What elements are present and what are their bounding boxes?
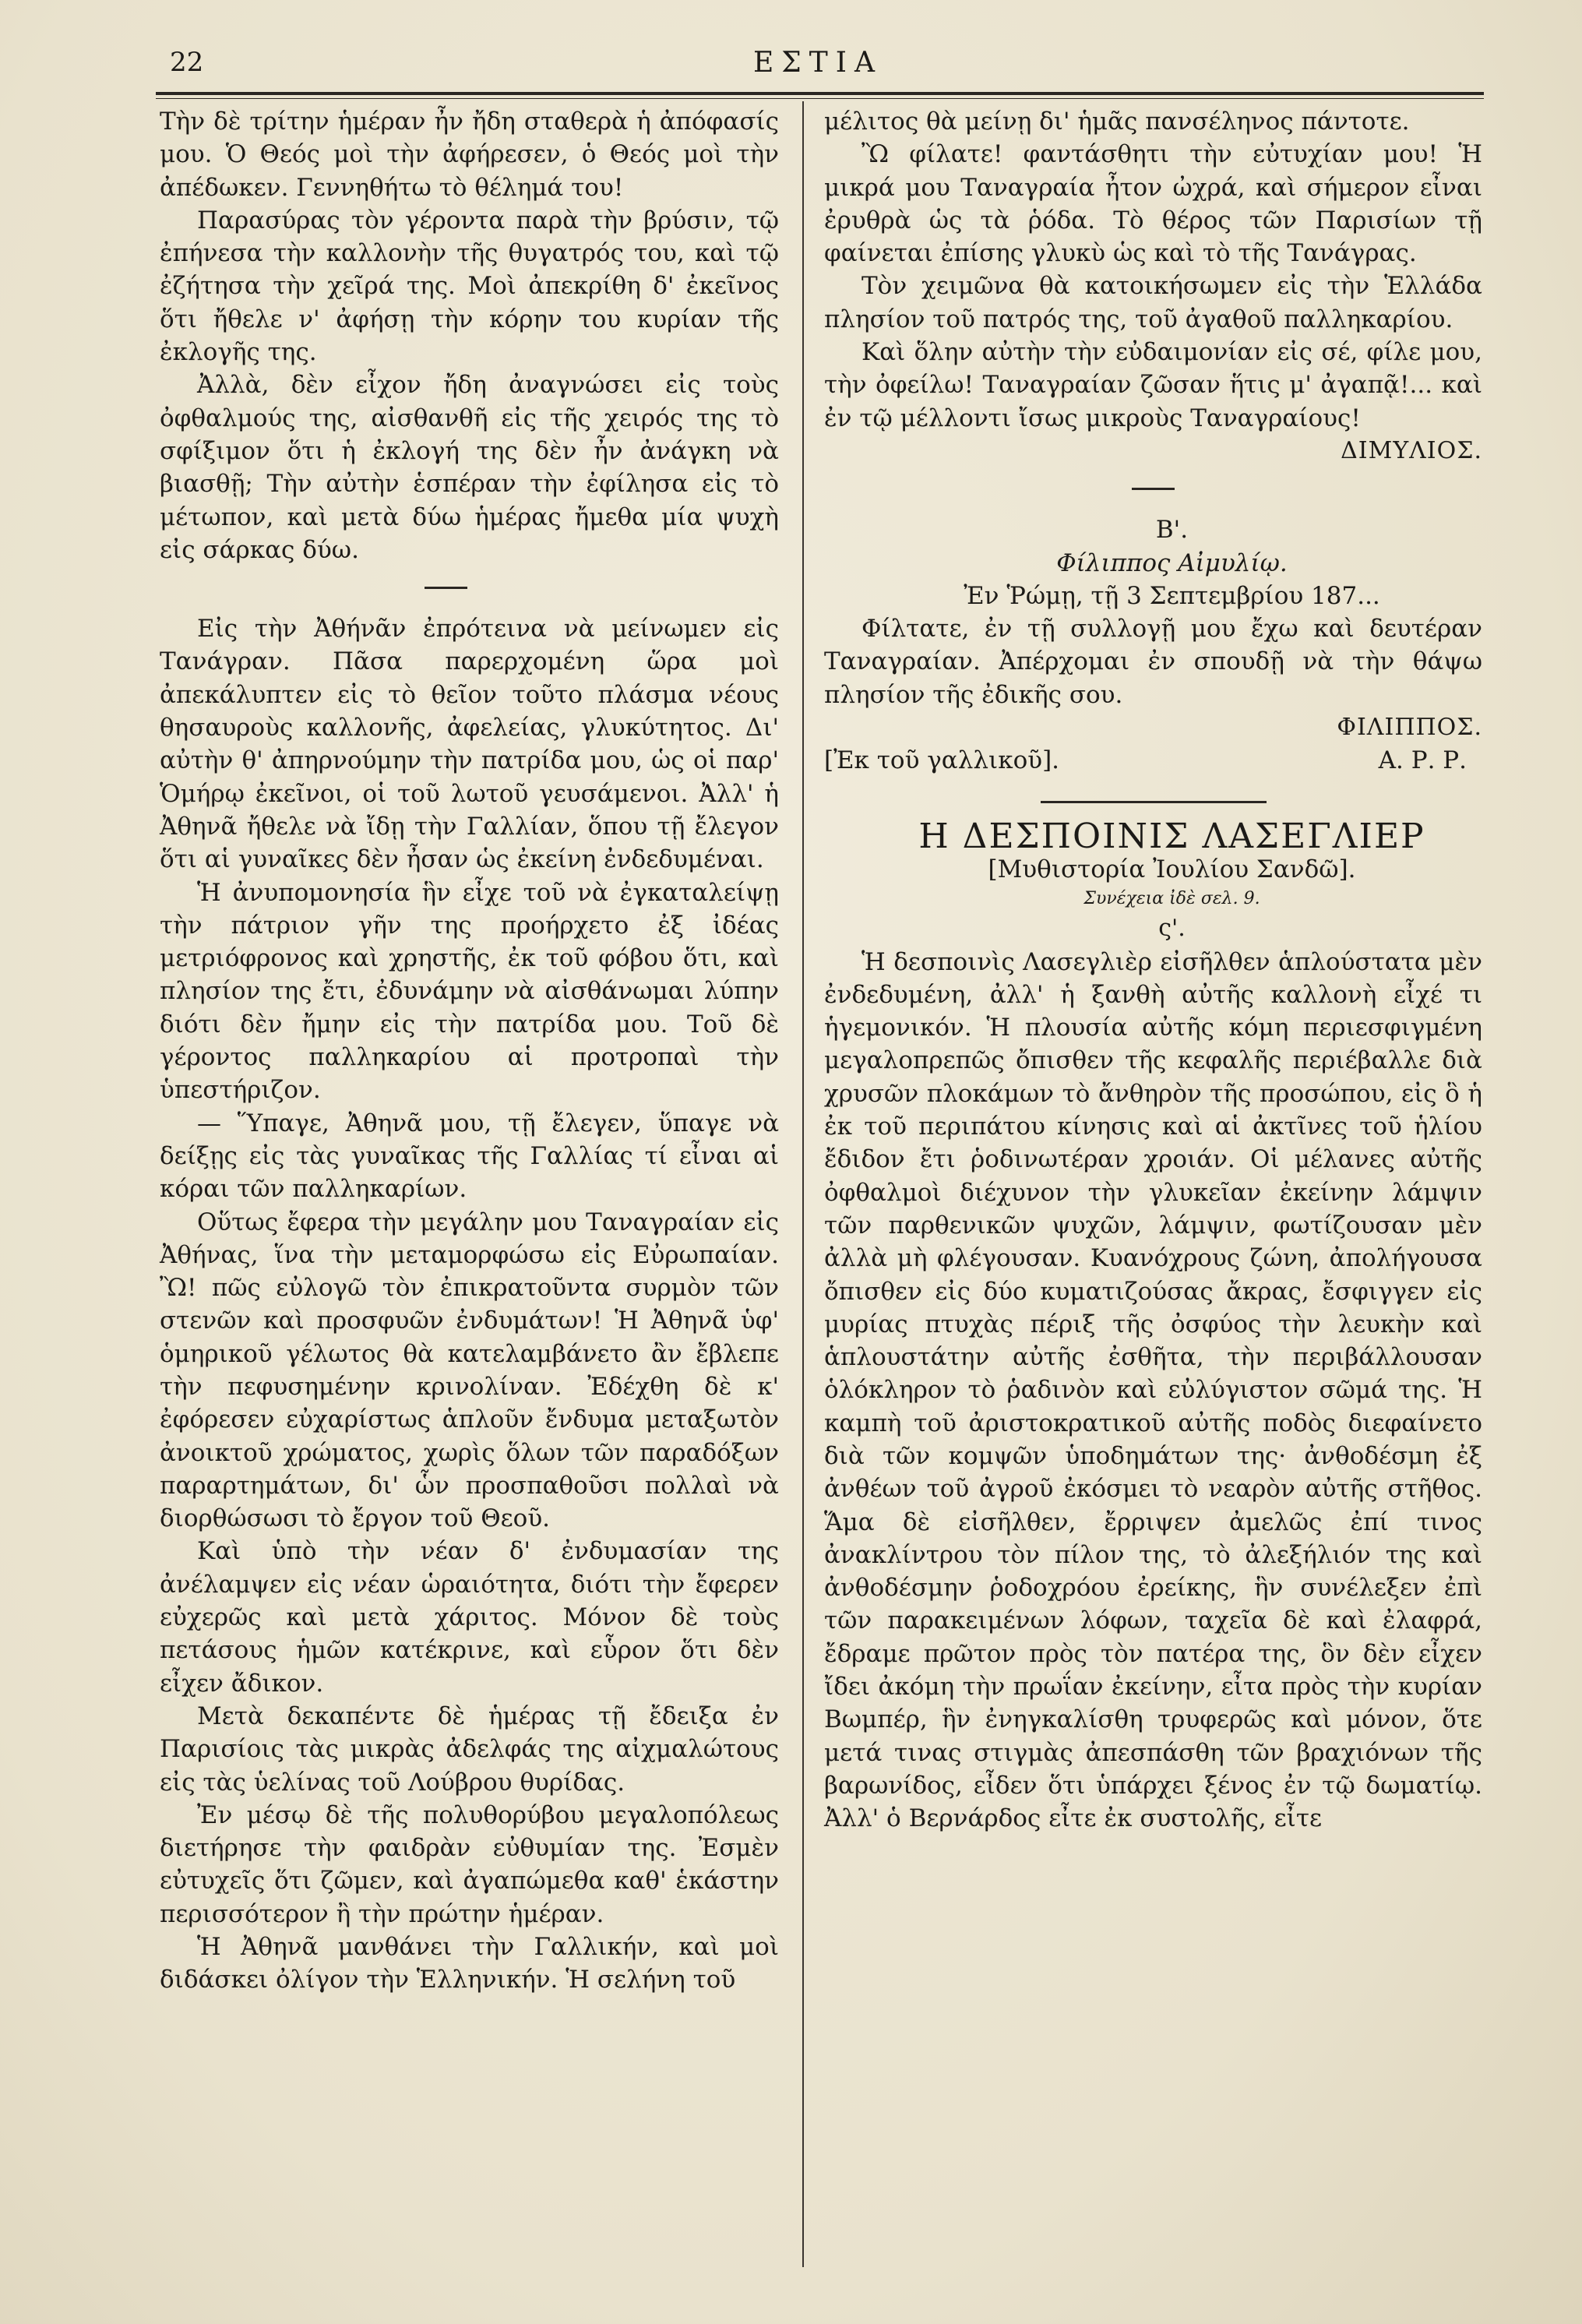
signature: ΔΙΜΥΛΙΟΣ.: [1341, 436, 1482, 464]
paragraph: Καὶ ὑπὸ τὴν νέαν δ' ἐνδυμασίαν της ἀνέλαμψεν εἰς νέαν ὡραιότητα, διότι τὴν ἔφερεν εὐχερῶς καὶ μετὰ χάριτος. Μόνον δὲ τοὺς πετάσους ἡμῶν κατέκρινε, καὶ εὗρον ὅτι δὲν εἶχεν ἄδικον.: [160, 1537, 779, 1698]
letter-addressee: Φίλιππος Αἰμυλίῳ.: [1056, 548, 1288, 577]
column-divider: [802, 101, 804, 2267]
section-separator: [425, 587, 467, 589]
paragraph: — Ὕπαγε, Ἀθηνᾶ μου, τῇ ἔλεγεν, ὕπαγε νὰ δείξῃς εἰς τὰς γυναῖκας τῆς Γαλλίας τί εἶναι αἱ κόραι τῶν παλληκαρίων.: [160, 1109, 779, 1204]
paragraph: Τὸν χειμῶνα θὰ κατοικήσωμεν εἰς τὴν Ἑλλάδα πλησίον τοῦ πατρός της, τοῦ ἀγαθοῦ παλληκαρίου.: [824, 272, 1482, 333]
story-separator: [1041, 801, 1267, 803]
paragraph: μέλιτος θὰ μείνῃ δι' ἡμᾶς πανσέληνος πάντοτε.: [824, 108, 1410, 136]
paragraph: Μετὰ δεκαπέντε δὲ ἡμέρας τῇ ἔδειξα ἐν Παρισίοις τὰς μικρὰς ἀδελφάς της αἰχμαλώτους εἰς τὰς ὑελίνας τοῦ Λούβρου θυρίδας.: [160, 1702, 779, 1797]
right-column: [824, 105, 1482, 1836]
translator-initials: Α. Ρ. Ρ.: [1378, 746, 1467, 775]
paragraph: Ὢ φίλατε! φαντάσθητι τὴν εὐτυχίαν μου! Ἡ μικρά μου Ταναγραία ἦτον ὠχρά, καὶ σήμερον εἶναι ἐρυθρὰ ὡς τὰ ῥόδα. Τὸ θέρος τῶν Παρισίων τῇ φαίνεται ἐπίσης γλυκὺ ὡς καὶ τὸ τῆς Τανάγρας.: [824, 140, 1482, 268]
paragraph: Ἡ Ἀθηνᾶ μανθάνει τὴν Γαλλικήν, καὶ μοὶ διδάσκει ὀλίγον τὴν Ἑλληνικήν. Ἡ σελήνη τοῦ: [160, 1933, 779, 1994]
story-subtitle: [Μυθιστορία Ἰουλίου Σανδῶ].: [988, 855, 1356, 883]
paragraph: Τὴν δὲ τρίτην ἡμέραν ἦν ἤδη σταθερὰ ἡ ἀπόφασίς μου. Ὁ Θεός μοὶ τὴν ἀφήρεσεν, ὁ Θεός μοὶ τὴν ἀπέδωκεν. Γεννηθήτω τὸ θέλημά του!: [160, 108, 779, 202]
left-column: [160, 105, 779, 1997]
paragraph: Φίλτατε, ἐν τῇ συλλογῇ μου ἔχω καὶ δευτέραν Ταναγραίαν. Ἀπέρχομαι ἐν σπουδῇ νὰ τὴν θάψω πλησίον τῆς ἐδικῆς σου.: [824, 615, 1482, 709]
header-rule-thin: [156, 98, 1484, 99]
header-rule: [156, 92, 1484, 95]
page-header: [156, 47, 1480, 93]
paragraph: Ἀλλὰ, δὲν εἶχον ἤδη ἀναγνώσει εἰς τοὺς ὀφθαλμούς της, αἰσθανθῆ εἰς τῆς χειρός της τὸ σφίξιμον ὅτι ἡ ἐκλογή της δὲν ἦν ἀνάγκη νὰ βιασθῇ; Τὴν αὐτὴν ἑσπέραν τὴν ἐφίλησα εἰς τὸ μέτωπον, καὶ μετὰ δύω ἡμέρας ἤμεθα μία ψυχὴ εἰς σάρκας δύω.: [160, 371, 779, 564]
paragraph: Ἡ ἀνυπομονησία ἣν εἶχε τοῦ νὰ ἐγκαταλείψῃ τὴν πάτριον γῆν της προήρχετο ἐξ ἰδέας μετριόφρονος καὶ χρηστῆς, ἐκ τοῦ φόβου ὅτι, καὶ πλησίον της ἔτι, ἐδυνάμην νὰ αἰσθάνωμαι λύπην διότι δὲν ἤμην εἰς τὴν πατρίδα μου. Τοῦ δὲ γέροντος παλληκαρίου αἱ προτροπαὶ τὴν ὑπεστήριζον.: [160, 878, 779, 1105]
paragraph: Ἡ δεσποινὶς Λασεγλιὲρ εἰσῆλθεν ἁπλούστατα μὲν ἐνδεδυμένη, ἀλλ' ἡ ξανθὴ αὐτῆς καλλονὴ εἶχέ τι ἡγεμονικόν. Ἡ πλουσία αὐτῆς κόμη περιεσφιγμένη μεγαλοπρεπῶς ὄπισθεν τῆς κεφαλῆς περιέβαλλε διὰ χρυσῶν πλοκάμων τὸ ἄνθηρὸν τῆς προσώπου, εἰς ὃ ἡ ἐκ τοῦ περιπάτου κίνησις καὶ αἱ ἀκτῖνες τοῦ ἡλίου ἔδιδον ἔτι ῥοδινωτέραν χροιάν. Οἱ μέλανες αὐτῆς ὀφθαλμοὶ διέχυνον τὴν γλυκεῖαν ἐκείνην λάμψιν τῶν παρθενικῶν ψυχῶν, λάμψιν, φωτίζουσαν μὲν ἀλλὰ μὴ φλέγουσαν. Κυανόχρους ζώνη, ἀπολήγουσα ὄπισθεν εἰς δύο κυματιζούσας ἄκρας, ἔσφιγγεν εἰς μυρίας πτυχὰς πέριξ τῆς ὀσφύος τὴν λευκὴν καὶ ἁπλουστάτην αὐτῆς ἐσθῆτα, τὴν περιβάλλουσαν ὁλόκληρον τὸ ῥαδινὸν καὶ εὐλύγιστον σῶμά της. Ἡ καμπὴ τοῦ ἀριστοκρατικοῦ αὐτῆς ποδὸς διεφαίνετο διὰ τῶν κομψῶν ὑποδημάτων της· ἀνθοδέσμη ἐξ ἀνθέων τοῦ ἀγροῦ ἐκόσμει τὸ νεαρὸν αὐτῆς στῆθος. Ἅμα δὲ εἰσῆλθεν, ἔρριψεν ἀμελῶς ἐπί τινος ἀνακλίντρου τὸν πίλον της, τὸ ἀλεξήλιόν της καὶ ἀνθοδέσμην ῥοδοχρόου ἐρείκης, ἣν συνέλεξεν ἐπὶ τῶν παρακειμένων λόφων, ταχεῖα δὲ καὶ ἐλαφρά, ἔδραμε πρῶτον πρὸς τὸν πατέρα της, ὃν δὲν εἶχεν ἴδει ἀκόμη τὴν πρωΐαν ἐκείνην, εἶτα πρὸς τὴν κυρίαν Βωμπέρ, ἣν ἐνηγκαλίσθη τρυφερῶς καὶ μόνον, ὅτε μετά τινας στιγμὰς ἀπεσπάσθη τῶν βραχιόνων τῆς βαρωνίδος, εἶδεν ὅτι ὑπάρχει ξένος ἐν τῷ δωματίῳ. Ἀλλ' ὁ Βερνάρδος εἶτε ἐκ συστολῆς, εἶτε: [824, 947, 1482, 1833]
journal-title: ΕΣΤΙΑ: [753, 47, 883, 79]
dateline: Ἐν Ῥώμῃ, τῇ 3 Σεπτεμβρίου 187...: [964, 581, 1380, 610]
paragraph: Παρασύρας τὸν γέροντα παρὰ τὴν βρύσιν, τῷ ἐπήνεσα τὴν καλλονὴν τῆς θυγατρός του, καὶ τῷ ἐζήτησα τὴν χεῖρά της. Μοὶ ἀπεκρίθη δ' ἐκεῖνος ὅτι ἤθελε ν' ἀφήσῃ τὴν κόρην του κυρίαν τῆς ἐκλογῆς της.: [160, 206, 779, 367]
source-note: [Ἐκ τοῦ γαλλικοῦ].: [824, 746, 1060, 775]
chapter-number: ς'.: [1158, 915, 1186, 943]
section-numeral: Β'.: [1155, 516, 1189, 545]
section-separator: [1132, 488, 1175, 490]
continuation-note: Συνέχεια ἰδὲ σελ. 9.: [1083, 889, 1260, 909]
page-number: 22: [170, 47, 204, 78]
paragraph: Οὕτως ἔφερα τὴν μεγάλην μου Ταναγραίαν εἰς Ἀθήνας, ἵνα τὴν μεταμορφώσω εἰς Εὐρωπαίαν. Ὢ! πῶς εὐλογῶ τὸν ἐπικρατοῦντα συρμὸν τῶν στενῶν καὶ προσφυῶν ἐνδυμάτων! Ἡ Ἀθηνᾶ ὑφ' ὁμηρικοῦ γέλωτος θὰ κατελαμβάνετο ἂν ἔβλεπε τὴν πεφυσημένην κρινολίναν. Ἐδέχθη δὲ κ' ἐφόρεσεν εὐχαρίστως ἁπλοῦν ἔνδυμα μεταξωτὸν ἀνοικτοῦ χρώματος, χωρὶς ὅλων τῶν παραδόξων παραρτημάτων, δι' ὧν προσπαθοῦσι πολλαὶ νὰ διορθώσωσι τὸ ἔργον τοῦ Θεοῦ.: [160, 1208, 779, 1533]
signature: ΦΙΛΙΠΠΟΣ.: [1337, 714, 1482, 742]
story-title: Η ΔΕΣΠΟΙΝΙΣ ΛΑΣΕΓΛΙΕΡ: [918, 816, 1425, 856]
translation-credit: [824, 744, 1482, 777]
paragraph: Ἐν μέσῳ δὲ τῆς πολυθορύβου μεγαλοπόλεως διετήρησε τὴν φαιδρὰν εὐθυμίαν της. Ἐσμὲν εὐτυχεῖς ὅτι ζῶμεν, καὶ ἀγαπώμεθα καθ' ἑκάστην περισσότερον ἢ τὴν πρώτην ἡμέραν.: [160, 1800, 779, 1928]
paragraph: Εἰς τὴν Ἀθήνᾶν ἐπρότεινα νὰ μείνωμεν εἰς Τανάγραν. Πᾶσα παρερχομένη ὥρα μοὶ ἀπεκάλυπτεν εἰς τὸ θεῖον τοῦτο πλάσμα νέους θησαυροὺς καλλονῆς, ἀφελείας, γλυκύτητος. Δι' αὐτὴν θ' ἀπηρνούμην τὴν πατρίδα μου, ὡς οἱ παρ' Ὁμήρῳ ἐκεῖνοι, οἱ τοῦ λωτοῦ γευσάμενοι. Ἀλλ' ἡ Ἀθηνᾶ ἤθελε νὰ ἴδῃ τὴν Γαλλίαν, ὅπου τῇ ἔλεγον ὅτι αἱ γυναῖκες δὲν ἦσαν ὡς ἐκείνη ἐνδεδυμέναι.: [160, 615, 779, 874]
paragraph: Καὶ ὅλην αὐτὴν τὴν εὐδαιμονίαν εἰς σέ, φίλε μου, τὴν ὀφείλω! Ταναγραίαν ζῶσαν ἥτις μ' ἀγαπᾷ!... καὶ ἐν τῷ μέλλοντι ἴσως μικροὺς Ταναγραίους!: [824, 338, 1482, 432]
